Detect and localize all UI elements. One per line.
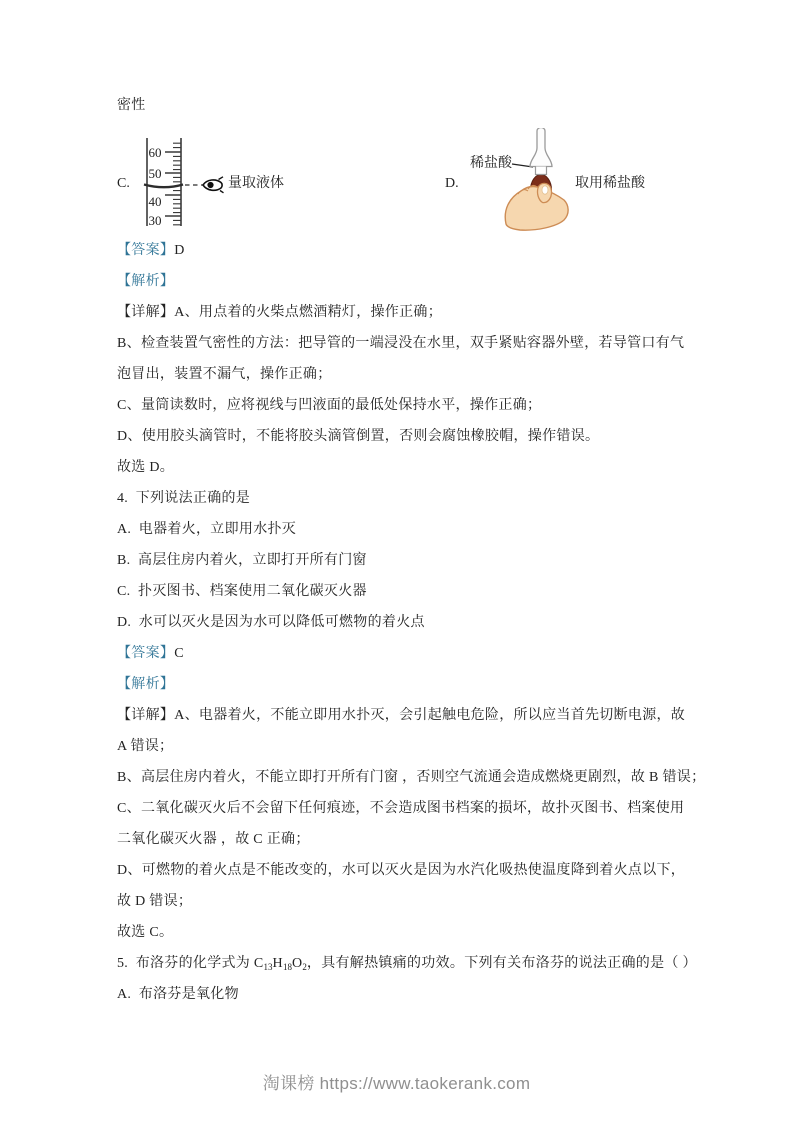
q4-stem: 4. 下列说法正确的是 — [117, 491, 251, 506]
q5-stem — [117, 948, 727, 979]
q4-answer-line — [117, 638, 727, 669]
option-c-caption: 量取液体 — [228, 176, 284, 191]
q5-option-a: A. 布洛芬是氧化物 — [117, 987, 239, 1002]
q5-stem-prefix: 5. 布洛芬的化学式为 C — [117, 956, 264, 971]
q3-detail-line: 【详解】A、用点着的火柴点燃酒精灯，操作正确； — [117, 305, 443, 320]
option-c-letter: C. — [117, 176, 130, 191]
analysis-tag: 【解析】 — [117, 274, 175, 289]
q4-detail-line: 故 D 错误； — [117, 894, 193, 909]
eye-icon — [203, 177, 224, 193]
figure-row — [117, 128, 737, 235]
graduated-cylinder-figure — [137, 138, 229, 230]
answer-tag: 【答案】 — [117, 646, 175, 661]
q4-analysis-line — [117, 669, 727, 700]
glass-dropper — [530, 128, 552, 175]
option-d-letter: D. — [445, 176, 459, 191]
q4-option-a: A. 电器着火，立即用水扑灭 — [117, 522, 297, 537]
q4-option-d: D. 水可以灭火是因为水可以降低可燃物的着火点 — [117, 615, 425, 630]
q3-detail-line: 泡冒出，装置不漏气，操作正确； — [117, 367, 332, 382]
analysis-tag: 【解析】 — [117, 677, 175, 692]
formula-subscript: 18 — [282, 962, 292, 972]
tick-label-30: 30 — [148, 213, 162, 228]
q3-answer-line — [117, 235, 727, 266]
q4-detail-line: C、二氧化碳灭火后不会留下任何痕迹，不会造成图书档案的损坏，故扑灭图书、档案使用 — [117, 801, 685, 816]
tick-label-50: 50 — [148, 166, 162, 181]
q3-analysis-line — [117, 266, 727, 297]
hand — [505, 183, 568, 230]
q3-detail-line: B、检查装置气密性的方法：把导管的一端浸没在水里，双手紧贴容器外壁，若导管口有气 — [117, 336, 685, 351]
q4-option-c: C. 扑灭图书、档案使用二氧化碳灭火器 — [117, 584, 367, 599]
q4-detail-line: D、可燃物的着火点是不能改变的，水可以灭火是因为水汽化吸热使温度降到着火点以下， — [117, 863, 686, 878]
q3-answer-value: D — [174, 243, 185, 258]
footer-site-link: 淘课榜 https://www.taokerank.com — [262, 1074, 531, 1093]
reagent-label: 稀盐酸 — [470, 156, 512, 171]
q4-option-b: B. 高层住房内着火，立即打开所有门窗 — [117, 553, 367, 568]
formula-subscript: 2 — [302, 962, 307, 972]
body-text — [117, 235, 727, 1010]
q4-answer-value: C — [174, 646, 184, 661]
lead-text: 密性 — [117, 98, 146, 113]
liquid-level-line — [144, 185, 183, 188]
q3-detail-line: C、量筒读数时，应将视线与凹液面的最低处保持水平，操作正确； — [117, 398, 542, 413]
q3-conclusion-line: 故选 D。 — [117, 460, 175, 475]
formula-element: H — [272, 956, 283, 971]
q4-detail-line: 【详解】A、电器着火，不能立即用水扑灭，会引起触电危险，所以应当首先切断电源，故 — [117, 708, 686, 723]
q4-detail-line: A 错误； — [117, 739, 174, 754]
q4-detail-line: 二氧化碳灭火器 ，故 C 正确； — [117, 832, 310, 847]
q4-conclusion-line: 故选 C。 — [117, 925, 174, 940]
q5-stem-suffix: ，具有解热镇痛的功效。下列有关布洛芬的说法正确的是（ ） — [306, 956, 697, 971]
answer-tag: 【答案】 — [117, 243, 175, 258]
tick-label-60: 60 — [148, 145, 162, 160]
q3-detail-line: D、使用胶头滴管时，不能将胶头滴管倒置，否则会腐蚀橡胶帽，操作错误。 — [117, 429, 600, 444]
formula-subscript: 13 — [263, 962, 273, 972]
tick-label-40: 40 — [148, 194, 162, 209]
q4-detail-line: B、高层住房内着火，不能立即打开所有门窗 ，否则空气流通会造成燃烧更剧烈，故 B 错误； — [117, 770, 706, 785]
thumbnail-highlight — [542, 186, 548, 194]
formula-element: O — [291, 956, 303, 971]
option-d-caption: 取用稀盐酸 — [575, 176, 645, 191]
